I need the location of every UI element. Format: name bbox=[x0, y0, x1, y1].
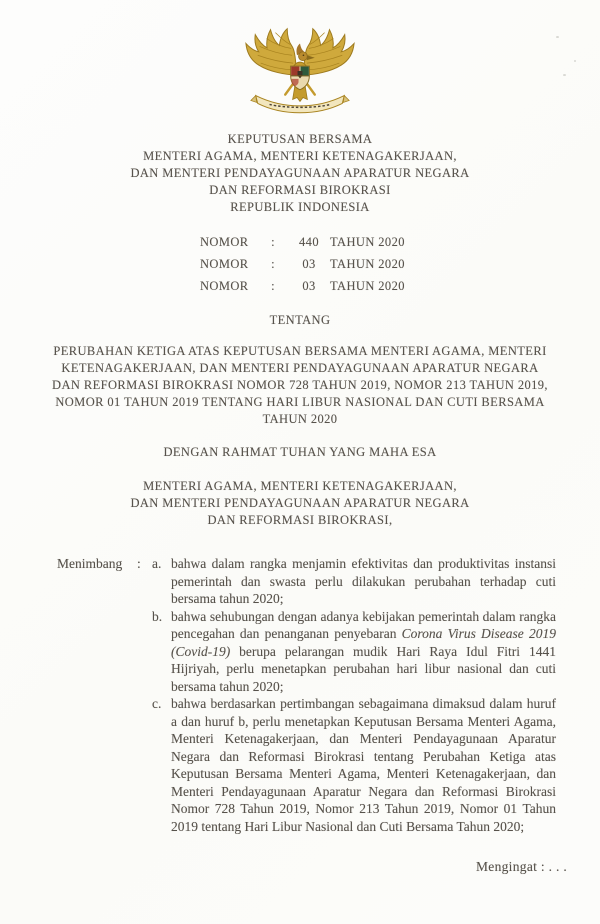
item-marker: c. bbox=[152, 696, 162, 711]
nomor-row bbox=[200, 253, 412, 275]
scan-speck bbox=[556, 36, 559, 38]
nomor-year: TAHUN 2020 bbox=[330, 235, 405, 249]
title-line: REPUBLIK INDONESIA bbox=[230, 200, 370, 214]
issuers-block bbox=[0, 478, 600, 529]
nomor-colon: : bbox=[271, 235, 275, 249]
document-title-block bbox=[0, 131, 600, 216]
item-text bbox=[171, 695, 556, 835]
garuda-pancasila-emblem bbox=[0, 0, 600, 120]
issuer-line: DAN MENTERI PENDAYAGUNAAN APARATUR NEGARA bbox=[130, 496, 470, 510]
nomor-label: NOMOR bbox=[200, 257, 249, 271]
nomor-table bbox=[200, 231, 412, 297]
nomor-year: TAHUN 2020 bbox=[330, 257, 405, 271]
garuda-left-wing bbox=[246, 29, 296, 75]
mengingat-continuation bbox=[476, 859, 567, 875]
item-text bbox=[171, 608, 556, 696]
scan-speck bbox=[563, 74, 566, 76]
nomor-row bbox=[200, 275, 412, 297]
nomor-colon: : bbox=[271, 279, 275, 293]
tentang-label: TENTANG bbox=[269, 313, 331, 327]
menimbang-colon: : bbox=[137, 556, 141, 571]
menimbang-item-c bbox=[152, 695, 556, 835]
menimbang-items bbox=[152, 555, 556, 835]
nomor-number: 03 bbox=[302, 257, 316, 271]
item-text bbox=[171, 555, 556, 608]
item-text-segment: berupa pelarangan mudik Hari Raya Idul Fitri 1441 Hijriyah, perlu menetapkan perubahan hari libur nasional dan cuti bersama tahun 2020; bbox=[171, 643, 556, 694]
title-line: KEPUTUSAN BERSAMA bbox=[227, 132, 373, 146]
title-line: DAN REFORMASI BIROKRASI bbox=[209, 183, 391, 197]
item-marker: b. bbox=[152, 608, 163, 624]
menimbang-item-b bbox=[152, 608, 556, 696]
issuer-line: DAN REFORMASI BIROKRASI, bbox=[207, 513, 393, 527]
item-marker: a. bbox=[152, 556, 162, 571]
item-text-segment: bahwa berdasarkan pertimbangan sebagaimana dimaksud dalam huruf a dan huruf b, perlu menetapkan Keputusan Bersama Menteri Agama, Menteri Ketenagakerjaan, dan Menteri Pendayagunaan Aparatur Negara dan Reformasi Birokrasi tentang Perubahan Ketiga atas Keputusan Bersama Menteri Agama, Menteri Ketenagakerjaan, dan Menteri Pendayagunaan Aparatur Negara dan Reformasi Birokrasi Nomor 728 Tahun 2019, Nomor 213 Tahun 2019, Nomor 01 Tahun 2019 tentang Hari Libur Nasional dan Cuti Bersama Tahun 2020; bbox=[171, 696, 556, 834]
pancasila-shield bbox=[291, 66, 310, 90]
nomor-colon: : bbox=[271, 257, 275, 271]
nomor-label: NOMOR bbox=[200, 279, 249, 293]
title-line: MENTERI AGAMA, MENTERI KETENAGAKERJAAN, bbox=[143, 149, 457, 163]
subject-paragraph: PERUBAHAN KETIGA ATAS KEPUTUSAN BERSAMA MENTERI AGAMA, MENTERI KETENAGAKERJAAN, DAN MENTERI PENDAYAGUNAAN APARATUR NEGARA DAN REFORMASI BIROKRASI NOMOR 728 TAHUN 2019, NOMOR 213 TAHUN 2019, NOMOR 01 TAHUN 2019 TENTANG HARI LIBUR NASIONAL DAN CUTI BERSAMA TAHUN 2020 bbox=[52, 344, 548, 426]
mengingat-dots: . . . bbox=[548, 859, 567, 874]
nomor-year: TAHUN 2020 bbox=[330, 279, 405, 293]
invocation-line: DENGAN RAHMAT TUHAN YANG MAHA ESA bbox=[163, 445, 437, 459]
menimbang-section bbox=[57, 555, 556, 835]
scan-speck bbox=[574, 60, 576, 62]
title-line: DAN MENTERI PENDAYAGUNAAN APARATUR NEGARA bbox=[130, 166, 470, 180]
issuer-line: MENTERI AGAMA, MENTERI KETENAGAKERJAAN, bbox=[143, 479, 457, 493]
nomor-row bbox=[200, 231, 412, 253]
garuda-right-wing bbox=[304, 29, 354, 75]
nomor-number: 03 bbox=[302, 279, 316, 293]
mengingat-colon: : bbox=[540, 859, 545, 874]
garuda-pancasila-svg bbox=[241, 20, 359, 120]
item-text-segment: bahwa dalam rangka menjamin efektivitas dan produktivitas instansi pemerintah dan swasta perlu dilakukan perubahan terhadap cuti bersama tahun 2020; bbox=[171, 556, 556, 606]
menimbang-item-a bbox=[152, 555, 556, 608]
item-text-segment-italic: Corona Virus Disease 2019 (Covid-19) bbox=[171, 626, 556, 659]
item-text-segment: bahwa sehubungan dengan adanya kebijakan pemerintah dalam rangka pencegahan dan penanganan penyebaran bbox=[171, 608, 556, 641]
nomor-number: 440 bbox=[299, 235, 319, 249]
mengingat-label: Mengingat bbox=[475, 859, 538, 874]
nomor-label: NOMOR bbox=[200, 235, 249, 249]
menimbang-label: Menimbang bbox=[57, 556, 123, 571]
